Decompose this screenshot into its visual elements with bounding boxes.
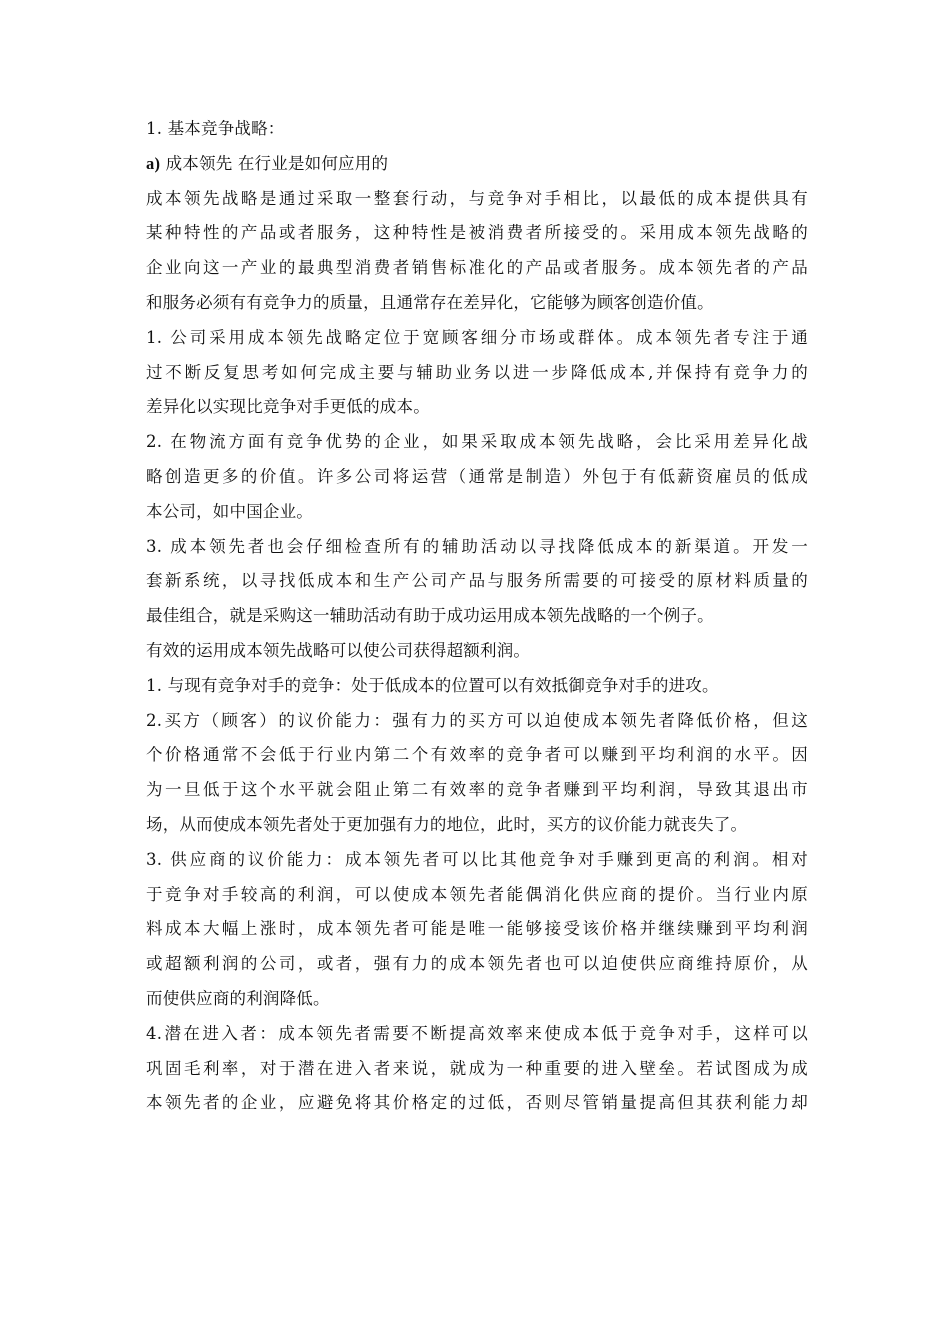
text-line: 料成本大幅上涨时，成本领先者可能是唯一能够接受该价格并继续赚到平均利润 [146,919,808,939]
text-line: 1. 公司采用成本领先战略定位于宽顾客细分市场或群体。成本领先者专注于通 [146,327,808,347]
text-line: 个价格通常不会低于行业内第二个有效率的竞争者可以赚到平均利润的水平。因 [146,745,808,765]
text-line: 套新系统，以寻找低成本和生产公司产品与服务所需要的可接受的原材料质量的 [146,571,808,591]
subsection-title: 成本领先 在行业是如何应用的 [165,153,389,173]
text-line: 3. 供应商的议价能力：成本领先者可以比其他竞争对手赚到更高的利润。相对 [146,849,808,869]
text-line: 成本领先战略是通过采取一整套行动，与竞争对手相比，以最低的成本提供具有 [146,188,808,208]
text-line: 本公司，如中国企业。 [146,501,313,521]
text-line: 于竞争对手较高的利润，可以使成本领先者能偶消化供应商的提价。当行业内原 [146,884,808,904]
text-line: 3. 成本领先者也会仔细检查所有的辅助活动以寻找降低成本的新渠道。开发一 [146,536,808,556]
text-line: 过不断反复思考如何完成主要与辅助业务以进一步降低成本,并保持有竞争力的 [146,362,808,382]
paragraph-lines [146,182,808,1122]
text-line: 巩固毛利率，对于潜在进入者来说，就成为一种重要的进入壁垒。若试图成为成 [146,1058,808,1078]
text-line: 略创造更多的价值。许多公司将运营（通常是制造）外包于有低薪资雇员的低成 [146,466,808,486]
subsection-heading [146,147,808,182]
text-line: 本领先者的企业，应避免将其价格定的过低，否则尽管销量提高但其获利能力却 [146,1093,808,1113]
text-line: 和服务必须有有竞争力的质量，且通常存在差异化，它能够为顾客创造价值。 [146,292,714,312]
text-line: 4.潜在进入者：成本领先者需要不断提高效率来使成本低于竞争对手，这样可以 [146,1023,808,1043]
text-line: 1. 与现有竞争对手的竞争：处于低成本的位置可以有效抵御竞争对手的进攻。 [146,675,719,695]
text-line: 2. 在物流方面有竞争优势的企业，如果采取成本领先战略，会比采用差异化战 [146,432,808,452]
document-body [146,112,808,1121]
text-line: 为一旦低于这个水平就会阻止第二有效率的竞争者赚到平均利润，导致其退出市 [146,780,808,800]
subsection-marker: a) [146,153,161,173]
text-line: 或超额利润的公司，或者，强有力的成本领先者也可以迫使供应商维持原价，从 [146,954,808,974]
text-line: 企业向这一产业的最典型消费者销售标准化的产品或者服务。成本领先者的产品 [146,258,808,278]
text-line: 最佳组合，就是采购这一辅助活动有助于成功运用成本领先战略的一个例子。 [146,606,714,626]
text-line: 而使供应商的利润降低。 [146,988,330,1008]
text-line: 差异化以实现比竞争对手更低的成本。 [146,397,430,417]
text-line: 场，从而使成本领先者处于更加强有力的地位，此时，买方的议价能力就丧失了。 [146,814,748,834]
text-line: 某种特性的产品或者服务，这种特性是被消费者所接受的。采用成本领先战略的 [146,223,808,243]
section-heading: 1. 基本竞争战略： [146,119,285,138]
text-line: 有效的运用成本领先战略可以使公司获得超额利润。 [146,640,531,660]
text-line: 2.买方（顾客）的议价能力：强有力的买方可以迫使成本领先者降低价格，但这 [146,710,808,730]
